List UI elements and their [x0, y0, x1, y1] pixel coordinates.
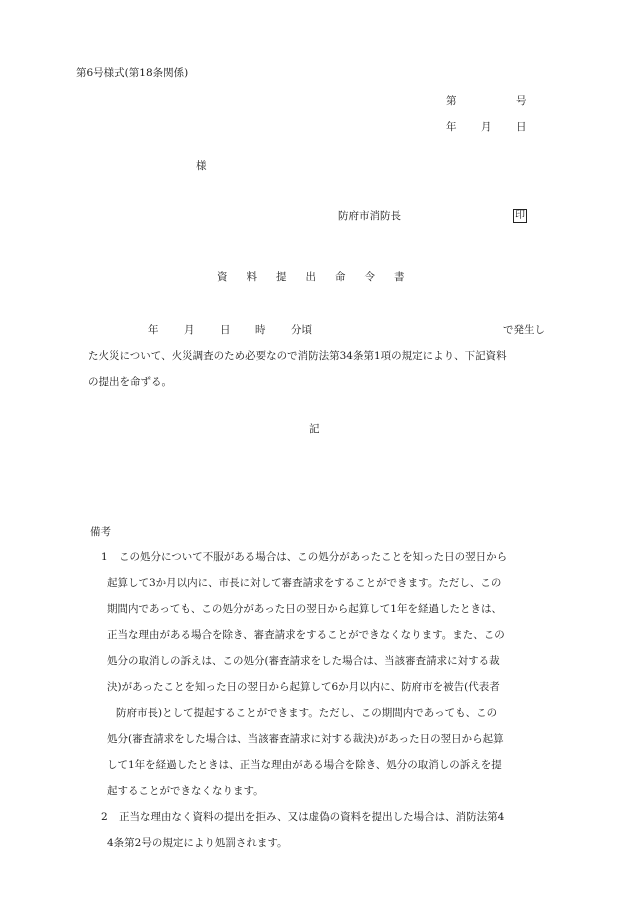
body-minute: 分頃	[291, 324, 312, 336]
remarks-heading: 備考	[90, 526, 111, 538]
body-day: 日	[220, 324, 231, 336]
ki-mark: 記	[309, 423, 320, 435]
addressee-suffix: 様	[196, 160, 207, 172]
body-year: 年	[148, 324, 159, 336]
remark-item-2-number: 2	[101, 811, 108, 823]
remark-item-1-number: 1	[101, 551, 108, 563]
body-month: 月	[184, 324, 195, 336]
remark-item-1-line: 起算して3か月以内に、市長に対して審査請求をすることができます。ただし、この	[107, 577, 502, 589]
remark-item-1-line: この処分について不服がある場合は、この処分があったことを知った日の翌日から	[119, 551, 508, 563]
doc-number-suffix: 号	[516, 95, 527, 107]
title-char: 令	[364, 271, 375, 283]
date-month: 月	[481, 121, 492, 133]
body-line-3: の提出を命ずる。	[88, 376, 172, 388]
body-line-2: た火災について、火災調査のため必要なので消防法第34条第1項の規定により、下記資料	[88, 350, 507, 362]
remark-item-1-line: 期間内であっても、この処分があった日の翌日から起算して1年を経過したときは、	[107, 603, 502, 615]
form-label: 第6号様式(第18条関係)	[76, 67, 189, 79]
remark-item-1-line: 正当な理由がある場合を除き、審査請求をすることができなくなります。また、この	[107, 629, 505, 641]
seal-mark	[513, 209, 527, 223]
title-char: 資	[217, 271, 228, 283]
document-title	[217, 272, 405, 283]
body-hour: 時	[255, 324, 266, 336]
doc-number-prefix: 第	[446, 95, 457, 107]
title-char: 提	[276, 271, 287, 283]
title-char: 書	[394, 271, 405, 283]
title-char: 料	[246, 271, 257, 283]
remark-item-1-line: 処分の取消しの訴えは、この処分(審査請求をした場合は、当該審査請求に対する裁	[107, 655, 500, 667]
date-year: 年	[446, 121, 457, 133]
remark-item-1-line: 処分(審査請求をした場合は、当該審査請求に対する裁決)があった日の翌日から起算	[107, 733, 504, 745]
remark-item-1-line: 防府市長)として提起することができます。ただし、この期間内であっても、この	[116, 707, 498, 719]
title-char: 命	[335, 271, 346, 283]
remark-item-2-line: 4条第2号の規定により処罰されます。	[107, 837, 288, 849]
remark-item-1-line: 決)があったことを知った日の翌日から起算して6か月以内に、防府市を被告(代表者	[107, 681, 500, 693]
body-occurred: で発生し	[503, 324, 545, 336]
remark-item-1-line: 起することができなくなります。	[107, 785, 264, 797]
remark-item-2-line: 正当な理由なく資料の提出を拒み、又は虚偽の資料を提出した場合は、消防法第4	[119, 811, 505, 823]
issuer-name: 防府市消防長	[338, 210, 401, 222]
title-char: 出	[305, 271, 316, 283]
seal-char: 印	[515, 210, 525, 221]
remark-item-1-line: して1年を経過したときは、正当な理由がある場合を除き、処分の取消しの訴えを提	[107, 759, 502, 771]
date-day: 日	[516, 121, 527, 133]
